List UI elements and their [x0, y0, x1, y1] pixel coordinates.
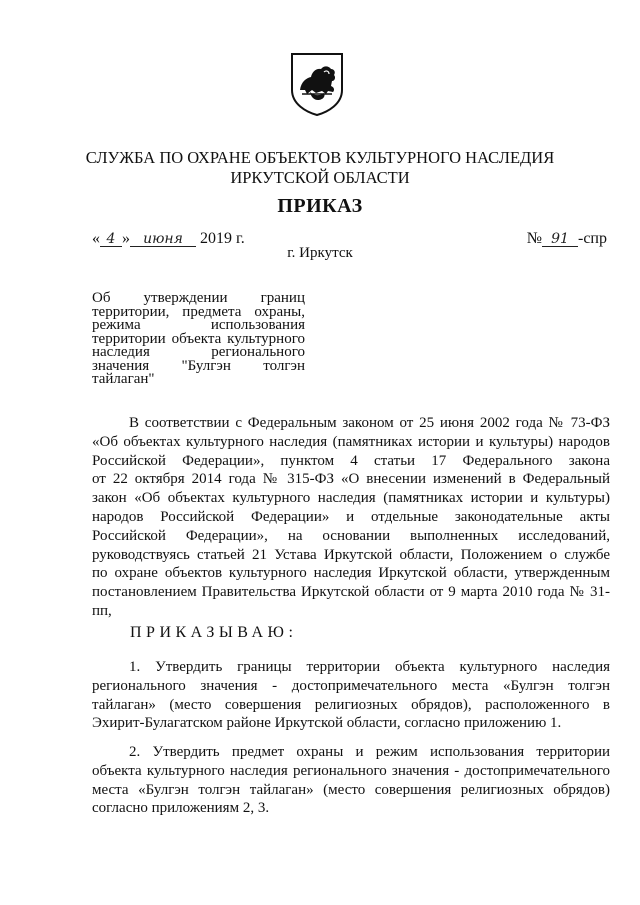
- preamble-line: от 22 октября 2014 года № 315-ФЗ «О внесении изменений в Федеральный: [92, 471, 610, 488]
- city: г. Иркутск: [287, 245, 353, 261]
- organization-name-line2: ИРКУТСКОЙ ОБЛАСТИ: [230, 168, 410, 187]
- preamble-paragraph: [92, 414, 610, 621]
- item-1-line: тайлаган» (место совершения религиозных обрядов), расположенного в: [92, 696, 610, 713]
- item-2-paragraph: [92, 743, 610, 818]
- subject-line: тайлаган": [92, 371, 155, 387]
- order-word: ПРИКАЗЫВАЮ:: [130, 624, 298, 641]
- subject-line: территории, предмета охраны,: [92, 303, 305, 320]
- preamble-line: руководствуясь статьей 21 Устава Иркутской области, Положением о службе: [92, 546, 610, 563]
- subject-block: [92, 292, 305, 387]
- subject-line: наследия регионального: [92, 344, 305, 360]
- item-2-line: объекта культурного наследия регионального значения - достопримечательного: [92, 762, 610, 779]
- subject-line: территории объекта культурного: [92, 330, 305, 347]
- preamble-line: Российской Федерации», пунктом 4 статьи 17 Федерального закона: [92, 452, 610, 469]
- preamble-line: В соответствии с Федеральным законом от 25 июня 2002 года № 73-ФЗ: [129, 415, 610, 431]
- date-open-quote: «: [92, 230, 100, 247]
- item-2-line: 2. Утвердить предмет охраны и режим использования территории: [129, 744, 610, 760]
- date-year: 2019 г.: [200, 230, 245, 247]
- item-1-line: Эхирит-Булагатском районе Иркутской области, согласно приложению 1.: [92, 715, 562, 732]
- document-title: ПРИКАЗ: [277, 195, 363, 217]
- item-1-line: регионального значения - достопримечательного места «Булгэн толгэн: [92, 677, 610, 694]
- preamble-line: Российской Федерации», на основании выполненных исследований,: [92, 527, 610, 544]
- subject-line: значения "Булгэн толгэн: [92, 357, 305, 374]
- subject-line: режима использования: [92, 317, 305, 333]
- number-value: 91: [542, 232, 578, 247]
- subject-line: Об утверждении границ: [92, 290, 305, 306]
- preamble-line: постановлением Правительства Иркутской области от 9 марта 2010 года № 31-: [92, 584, 610, 601]
- preamble-line: пп,: [92, 602, 112, 619]
- date-month: июня: [130, 232, 196, 247]
- organization-name-line1: СЛУЖБА ПО ОХРАНЕ ОБЪЕКТОВ КУЛЬТУРНОГО НАСЛЕДИЯ: [85, 148, 555, 167]
- item-2-line: согласно приложениям 2, 3.: [92, 800, 270, 817]
- preamble-line: «Об объектах культурного наследия (памятниках истории и культуры) народов: [92, 433, 610, 450]
- number-prefix: №: [526, 230, 542, 247]
- preamble-line: по охране объектов культурного наследия Иркутской области, утвержденным: [92, 565, 610, 582]
- item-1-paragraph: [92, 658, 610, 733]
- date-day: 4: [100, 232, 122, 247]
- item-1-line: 1. Утвердить границы территории объекта культурного наследия: [129, 659, 610, 675]
- preamble-line: народов Российской Федерации» и отдельные законодательные акты: [92, 508, 610, 525]
- number-suffix: -спр: [578, 230, 607, 247]
- date-close-quote: »: [122, 230, 130, 247]
- coat-of-arms-icon: [288, 50, 346, 116]
- preamble-line: закон «Об объектах культурного наследия (памятниках истории и культуры): [92, 490, 610, 507]
- item-2-line: места «Булгэн толгэн тайлаган» (место совершения религиозных обрядов): [92, 781, 610, 798]
